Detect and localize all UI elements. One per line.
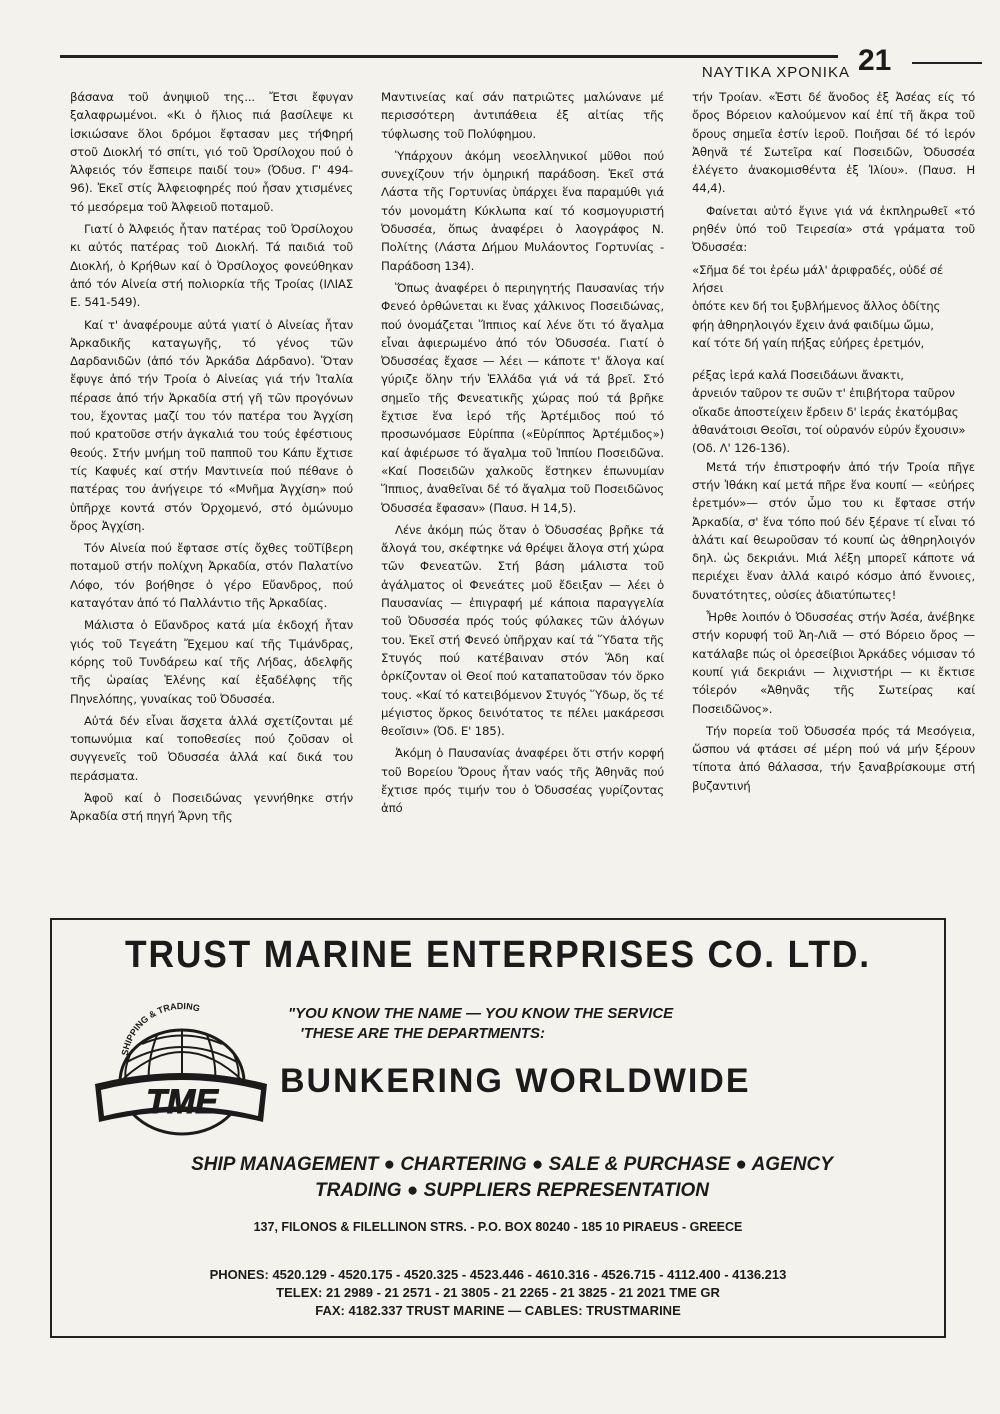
paragraph: Ἀφοῦ καί ὁ Ποσειδώνας γεννήθηκε στήν Ἀρκαδία στή πηγή Ἄρνη τῆς: [70, 790, 353, 824]
verse-line: ὁπότε κεν δή τοι ξυβλήμενος ἄλλος ὁδίτης: [692, 299, 941, 314]
header-rule-left: [60, 55, 838, 58]
article-columns: [70, 88, 976, 908]
verse-line: φήη ἀθηρηλοιγόν ἔχειν ἀνά φαιδίμω ὤμω,: [692, 317, 934, 332]
telex: TELEX: 21 2989 - 21 2571 - 21 3805 - 21 2265 - 21 3825 - 21 2021 TME GR: [276, 1285, 720, 1300]
verse-line: καί τότε δή γαίη πήξας εὐήρες ἐρετμόν,: [692, 335, 925, 350]
paragraph: Φαίνεται αὐτό ἔγινε γιά νά ἐκπληρωθεῖ «τό ρηθέν ὑπό τοῦ Τειρεσία» στά γράματα τοῦ Ὀδυσσέα:: [692, 203, 975, 255]
tagline-line-2: 'THESE ARE THE DEPARTMENTS:: [300, 1025, 545, 1042]
paragraph: Καί τ' ἀναφέρουμε αὐτά γιατί ὁ Αἰνείας ἦταν Ἀρκαδικῆς καταγωγῆς, τό γένος τῶν Δαρδανιδῶν (ἀπό τόν Ἀρκάδα Δάρδανο). Ὅταν ἔφυγε ἀπό τήν Τροία ὁ Αἰνείας γιά τήν Ἰταλία πέρασε ἀπό τήν Ἀρκαδία στή γῆ τῶν προγόνων του, ἔχοντας μαζί του τόν πατέρα του Ἀγχίση πού κρατοῦσε στήν ἀγκαλιά του τούς ἐφέστιους θεούς. Στήν μνήμη τοῦ παπποῦ του Κάπυ ἔχτισε τίς Καφυές καί στήν Μαντινεία πού πέθανε ὁ πατέρας του ἀνήγειρε τό «Μνῆμα Ἀγχίση» πού ὑπῆρχε κοντά στόν Ὀρχομενό, στό ὁμώνυμο ὄρος Ἀγχίση.: [70, 317, 353, 533]
paragraph: Μετά τήν ἐπιστροφήν ἀπό τήν Τροία πῆγε στήν Ἰθάκη καί μετά πῆρε ἕνα κουπί — «εὐήρες ἐρετμόν»— στόν ὦμο του κι ἔφτασε στήν Ἀρκαδία, σ' ἕνα τόπο πού δέν ξέρανε τί εἶναι τό ἁλάτι καί θεωροῦσαν τό κουπί ὡς ἀθηρηλοιγόν δηλ. ὡς δεκριάνι. Μιά λέξη μπορεῖ κάποτε νά περιέχει ἕναν ἀλλά καιρό κόσμο ἀπό ἔννοιες, δυνατότητες, οὐσίες ἀδιατύπωτες!: [692, 459, 975, 602]
ad-address: 137, FILONOS & FILELLINON STRS. - P.O. BOX 80240 - 185 10 PIRAEUS - GREECE: [253, 1220, 743, 1234]
advertisement: [50, 918, 946, 1338]
phones: PHONES: 4520.129 - 4520.175 - 4520.325 - 4523.446 - 4610.316 - 4526.715 - 4112.400 - 4136.213: [209, 1267, 787, 1282]
paragraph: τήν Τροίαν. «Ἐστι δέ ἄνοδος ἐξ Ἀσέας είς τό ὄρος Βόρειον καλούμενον καί ἐπί τῆ ἄκρα τοῦ ὄρους σημεῖα ἐστίν ἱεροῦ. Ποιῆσαι δέ τό ἱερόν Ἀθηνᾶ τέ Σωτεῖρα καί Ποσειδῶν, Ὀδυσσέα ἐλέγετο ἀνακομισθέντα ἐξ Ἰλίου». (Παυσ. Η 44,4).: [692, 90, 975, 196]
paragraph: Λένε ἀκόμη πώς ὅταν ὁ Ὀδυσσέας βρῆκε τά ἄλογά του, σκέφτηκε νά θρέψει ἄλογα στή χώρα τῶν Φενεατῶν. Στή βάση μάλιστα τοῦ ἀγάλματος οἱ Φενεάτες μοῦ ἔδειξαν — λέει ὁ Παυσανίας — ἐπιγραφή μέ κάποια παραγγελία τοῦ Ὀδυσσέα πρός τούς φύλακες τῶν ἀλόγων του. Ἐκεῖ στή Φενεό ὑπῆρχαν καί τά Ὕδατα τῆς Στυγός πού κατέβαιναν στόν Ἅδη καί ὁρκίζονταν οἱ Θεοί πού καταπατοῦσαν τόν ὅρκο τους. «Καί τό κατειβόμενον Στυγός Ὕδωρ, ὅς τέ μέγιστος ὅρκος δεινότατος τε πέλει μακάρεσσι θεοῖσιν» (Ὀδ. Ε' 185).: [381, 522, 664, 739]
tagline-line-1: "YOU KNOW THE NAME — YOU KNOW THE SERVICE: [288, 1005, 674, 1022]
ad-contacts: [52, 1266, 944, 1320]
logo-text: TME: [146, 1083, 218, 1121]
verse-line: ρέξας ἱερά καλά Ποσειδάωνι ἄνακτι,: [692, 368, 904, 383]
running-head: ΝΑΥΤΙΚΑ ΧΡΟΝΙΚΑ: [701, 64, 850, 81]
paragraph: Ὅπως ἀναφέρει ὁ περιηγητής Παυσανίας τήν Φενεό ὀρθώνεται κι ἕνας χάλκινος Ποσειδώνας, πού ὀνομάζεται Ἵππιος καί λένε ὅτι τό ἄγαλμα εἶναι ἀφιερωμένο ἀπό τόν Ὀδυσσέα. Γιατί ὁ Ὀδυσσέας ἔχασε — λέει — κάποτε τ' ἄλογα καί γύριζε ὅλην τήν Ἑλλάδα γιά νά τά βρεῖ. Στό σημεῖο τῆς Φενεατικῆς χώρας πού τά βρῆκε ἔχτισε ἕνα ἱερό τῆς Ἀρτέμιδος πού τό προσωνόμασε Εὑρίππα («Εὑρίππος Ἀρτέμιδος») καί ἀφιέρωσε τό ἄγαλμα τοῦ Ἱππίου Ποσειδῶνα. «Καί Ποσειδῶν χαλκοῦς ἕστηκεν ἐπωνυμίαν Ἵππιος, ἀναθεῖναι δέ τό ἄγαλμα τοῦ Ποσειδῶνος Ὀδυσσέα ἔφασαν» (Παυσ. Η 14,5).: [381, 280, 664, 515]
services-line-1: SHIP MANAGEMENT ● CHARTERING ● SALE & PURCHASE ● AGENCY: [191, 1154, 833, 1175]
paragraph: Ἦρθε λοιπόν ὁ Ὀδυσσέας στήν Ἀσέα, ἀνέβηκε στήν κορυφή τοῦ Ἀη-Λιᾶ — στό Βόρειο ὄρος — κατάλαβε πώς οἱ ὀρεσείβιοι Ἀρκάδες νόμισαν τό κουπί γιά δεκριάνι — λιχνιστήρι — κι ἔκτισε τόἱερόν «Ἀθηνᾶς τῆς Σωτείρας καί Ποσειδῶνος».: [692, 610, 975, 716]
fax: FAX: 4182.337 TRUST MARINE — CABLES: TRUSTMARINE: [315, 1303, 681, 1318]
page-number: 21: [858, 44, 892, 77]
ad-headline: BUNKERING WORLDWIDE: [280, 1062, 751, 1100]
verse-line: ἀθανάτοισι Θεοῖσι, τοί οὐρανόν εὐρύν ἔχουσιν» (Οδ. Λ' 126-136).: [692, 423, 966, 456]
article-column-2: [381, 88, 664, 908]
article-column-1: [70, 88, 353, 908]
verse-line: οἴκαδε ἀποστείχειν ἔρδειν δ' ἱεράς ἑκατόμβας: [692, 404, 959, 419]
paragraph: Ἀκόμη ὁ Παυσανίας ἀναφέρει ὅτι στήν κορφή τοῦ Βορείου Ὄρους ἦταν ναός τῆς Ἀθηνᾶς πού ἔχτισε πρός τιμήν του ὁ Ὀδυσσέας γυρίζοντας ἀπό: [381, 746, 664, 816]
tme-globe-logo: [87, 1002, 272, 1142]
paragraph: Τήν πορεία τοῦ Ὀδυσσέα πρός τά Μεσόγεια, ὥσπου νά φτάσει σέ μέρη πού νά μήν ξέρουν τίποτα ἀπό θάλασσα, τήν ξαναβρίσκουμε στή βυζαντινή: [692, 723, 975, 793]
article-column-3: [692, 88, 975, 908]
paragraph: Γιατί ὁ Ἀλφειός ἦταν πατέρας τοῦ Ὀρσίλοχου κι αὐτός πατέρας τοῦ Διοκλή. Τά παιδιά τοῦ Διοκλή, ὁ Κρήθων καί ὁ Ὀρσίλοχος φονεύθηκαν ἀπό τόν Αἰνεία στή πολιορκία τῆς Τροίας (ΙΛΙΑΣ Ε. 541-549).: [70, 222, 353, 310]
header-rule-right: [912, 62, 982, 64]
verse-line: ἀρνειόν ταῦρον τε συῶν τ' ἐπιβήτορα ταῦρον: [692, 386, 955, 401]
ad-services: [112, 1152, 912, 1204]
verse-line: «Σῆμα δέ τοι ἐρέω μάλ' ἀριφραδές, οὐδέ σέ λήσει: [692, 262, 944, 295]
ad-tagline: [288, 1004, 848, 1044]
paragraph: Μαντινείας καί σάν πατριῶτες μαλώνανε μέ περισσότερη ἀντιπάθεια ἐξ αἰτίας τῆς τύφλωσης τοῦ Πολύφημου.: [381, 90, 664, 141]
services-line-2: TRADING ● SUPPLIERS REPRESENTATION: [315, 1180, 709, 1201]
ad-title: TRUST MARINE ENTERPRISES CO. LTD.: [125, 934, 871, 976]
paragraph: βάσανα τοῦ ἀνηψιοῦ της... Ἔτσι ἔφυγαν ξαλαφρωμένοι. «Κι ὁ ἥλιος πιά βασίλεψε κι ἰσκιώσανε ὅλοι δρόμοι ἔφτασαν μες τήΦηρή στοῦ Διοκλή τό σπίτι, γιό τοῦ Ὀρσίλοχου πού ὁ Ἀλφειός τόν ἔσπειρε παιδί του» (Ὀδυσ. Γ' 494-96). Ἐκεῖ στίς Ἀλφειοφηρές πού ἦσαν χτισμένες τό μεσόρεμα τοῦ Ἀλφειοῦ ποταμοῦ.: [70, 90, 353, 214]
paragraph: Αὐτά δέν εἶναι ἄσχετα ἀλλά σχετίζονται μέ τοπωνύμια καί τοποθεσίες πού ζοῦσαν οἱ συγγενεῖς τοῦ Ὀδυσσέα ἀλλά καί δικά του περάσματα.: [70, 713, 353, 783]
paragraph: Μάλιστα ὁ Εὔανδρος κατά μία ἐκδοχή ἦταν γιός τοῦ Τεγεάτη Ἔχεμου καί τῆς Τιμάνδρας, κόρης τοῦ Τυνδάρεω καί τῆς Λήδας, ἀδελφῆς τῆς ὡραίας Ἑλένης καί ἐξαδέλφης τῆς Πηνελόπης, γυναίκας τοῦ Ὀδυσσέα.: [70, 618, 353, 706]
logo-arc-text: SHIPPING & TRADING: [119, 1002, 202, 1057]
paragraph: Ὑπάρχουν ἀκόμη νεοελληνικοί μῦθοι πού συνεχίζουν τήν ὁμηρική παράδοση. Ἐκεῖ στά Λάστα τῆς Γορτυνίας ὑπάρχει ἕνα παραμύθι γιά τόν μονομάτη Κύκλωπα καί τό κοσμογυριστή Ὀδυσσέα, ὅπως ἀναφέρει ὁ λαογράφος Ν. Πολίτης (Λάστα Δήμου Μυλάοντος Γορτυνίας - Παράδοση 134).: [381, 148, 664, 273]
paragraph: Τόν Αἰνεία πού ἔφτασε στίς ὄχθες τοῦΤίβερη ποταμοῦ στήν πολίχνη Ἀρκαδία, στόν Παλατίνο Λόφο, τόν βοήθησε ὁ γέρο Εὔανδρος, πού καταγόταν ἀπό τό Παλλάντιο τῆς Ἀρκαδίας.: [70, 541, 353, 611]
